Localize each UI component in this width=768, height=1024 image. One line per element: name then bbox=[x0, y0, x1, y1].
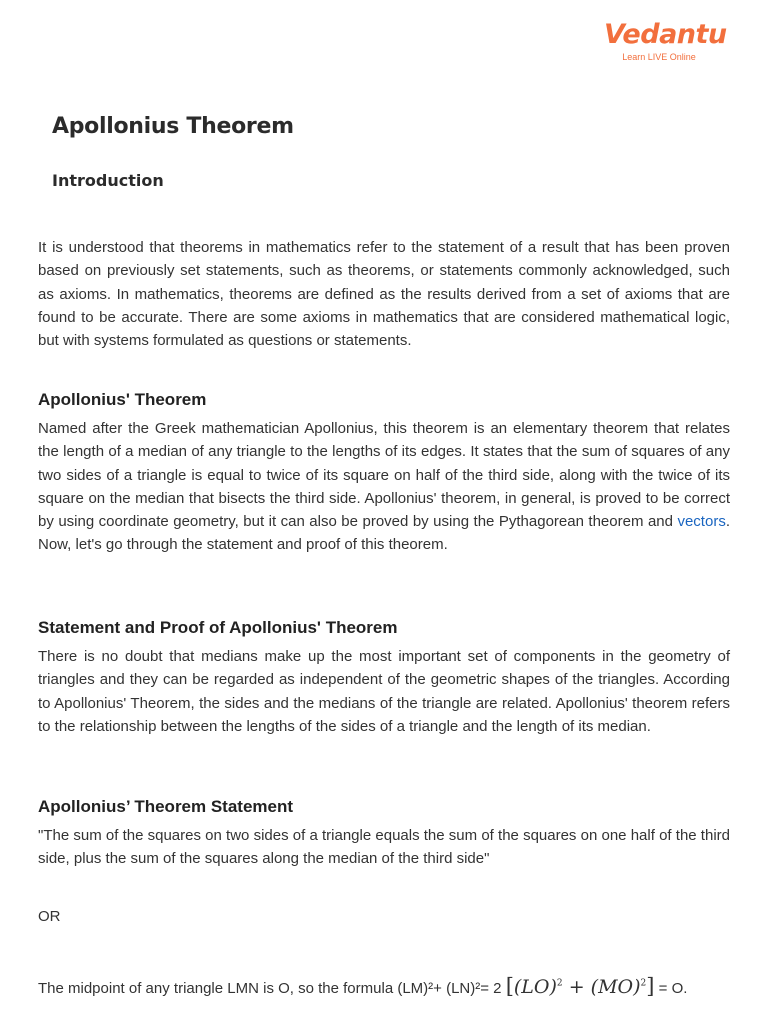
introduction-paragraph: It is understood that theorems in mathematics refer to the statement of a result that has been proven based on previously set statements, such as theorems, or statements commonly acknowledged, such as axioms. In mathematics, theorems are defined as the results derived from a set of axioms that are found to be accurate. There are some axioms in mathematics that are considered mathematical logic, but with systems formulated as questions or statements. bbox=[38, 239, 730, 350]
logo-wordmark: Vedantu bbox=[604, 19, 727, 50]
formula-exponent-2: 2 bbox=[640, 978, 647, 989]
formula-math bbox=[506, 976, 655, 998]
formula-prefix: The midpoint of any triangle LMN is O, so the formula (LM)²+ (LN)²= 2 bbox=[38, 980, 502, 997]
formula-open-bracket: [ bbox=[505, 974, 514, 998]
formula-exponent-1: 2 bbox=[556, 978, 563, 989]
apollonius-theorem-heading: Apollonius' Theorem bbox=[38, 390, 207, 409]
theorem-text-part-1: Named after the Greek mathematician Apollonius, this theorem is an elementary theorem that relates the length of a median of any triangle to the lengths of its edges. It states that the sum of squares of any two sides of a triangle is equal to twice of its square on half of the third side, along with the twice of its square on the median that bisects the third side. Apollonius' theorem, in general, is proved to be correct by using coordinate geometry, but it can also be proved by using the Pythagorean theorem and bbox=[38, 420, 730, 531]
page-title: Apollonius Theorem bbox=[52, 114, 294, 139]
statement-proof-heading: Statement and Proof of Apollonius' Theorem bbox=[38, 618, 398, 637]
introduction-heading: Introduction bbox=[52, 171, 164, 190]
theorem-statement-quote: "The sum of the squares on two sides of a triangle equals the sum of the squares on one half of the third side, plus the sum of the squares along the median of the third side" bbox=[38, 827, 730, 868]
formula-suffix: = O. bbox=[654, 980, 688, 997]
formula-plus: + bbox=[568, 976, 585, 998]
formula-term-mo: (MO) bbox=[590, 976, 641, 998]
apollonius-theorem-paragraph bbox=[38, 417, 730, 557]
formula-close-bracket: ] bbox=[646, 974, 655, 998]
vedantu-logo bbox=[604, 19, 727, 63]
theorem-text-part-2: . Now, let's go through the statement and proof of this theorem. bbox=[38, 513, 730, 554]
statement-proof-paragraph: There is no doubt that medians make up the most important set of components in the geometry of triangles and they can be regarded as independent of the geometric shapes of the triangles. According to Apollonius' Theorem, the sides and the medians of the triangle are related. Apollonius' theorem refers to the relationship between the lengths of the sides of a triangle and the length of its median. bbox=[38, 648, 730, 735]
formula-line bbox=[38, 974, 738, 998]
vectors-link[interactable]: vectors bbox=[677, 513, 726, 531]
theorem-statement-heading: Apollonius’ Theorem Statement bbox=[38, 797, 294, 816]
or-label: OR bbox=[38, 908, 61, 925]
logo-tagline: Learn LIVE Online bbox=[622, 52, 696, 62]
formula-term-lo: (LO) bbox=[513, 976, 557, 998]
